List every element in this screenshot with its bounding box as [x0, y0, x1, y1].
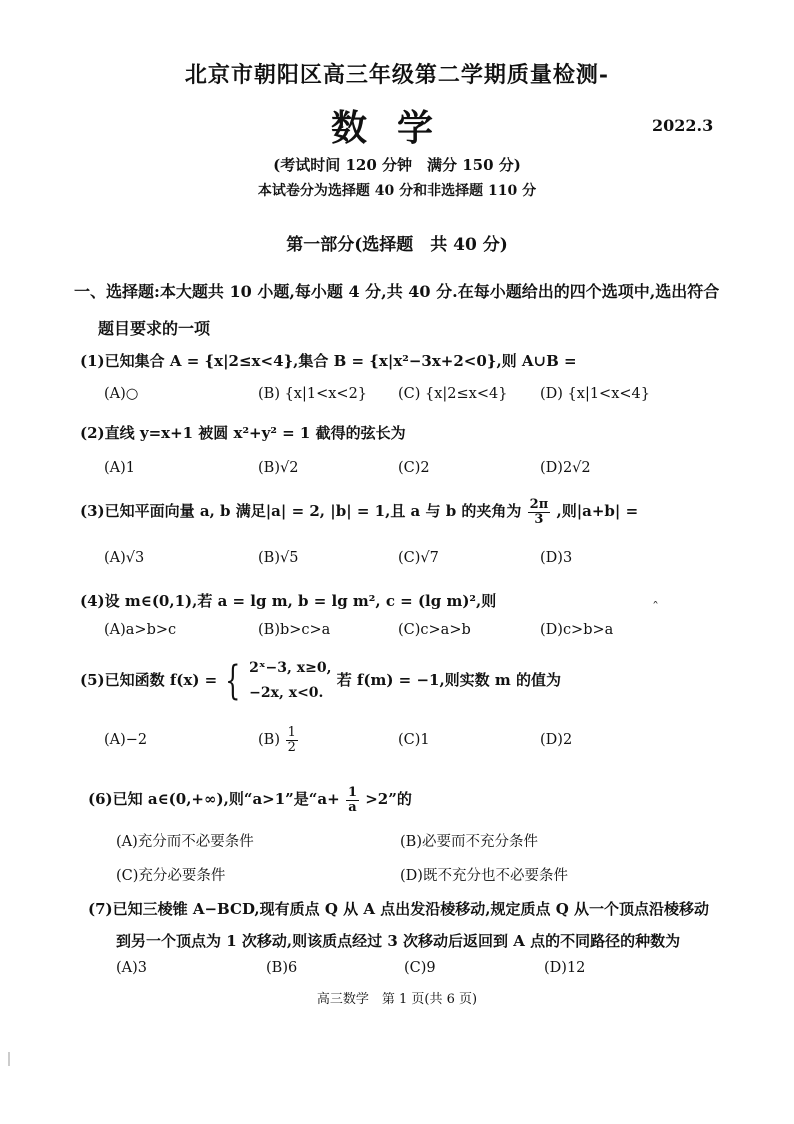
piecewise-case-1: 2ˣ−3, x≥0, — [249, 660, 332, 676]
question-6-stem — [88, 786, 412, 814]
question-5-option-d: (D)2 — [540, 732, 573, 748]
question-1-option-a: (A)○ — [104, 386, 139, 402]
question-6-stem-a: (6)已知 a∈(0,+∞),则“a>1”是“a+ — [88, 790, 340, 809]
question-6-fraction — [346, 786, 359, 814]
question-5-option-a: (A)−2 — [104, 732, 148, 748]
question-4-option-b: (B)b>c>a — [258, 622, 331, 638]
piecewise-case-2: −2x, x<0. — [249, 685, 324, 702]
piecewise-brace-icon: { — [225, 658, 241, 705]
question-5-option-b-label: (B) — [258, 732, 280, 749]
question-5-stem-b: 若 f(m) = −1,则实数 m 的值为 — [336, 671, 562, 690]
question-2-option-c: (C)2 — [398, 460, 430, 476]
question-4-option-a: (A)a>b>c — [104, 622, 177, 638]
question-2-option-d: (D)2√2 — [540, 460, 591, 476]
question-7-option-b: (B)6 — [266, 960, 298, 976]
question-3-stem — [80, 498, 638, 526]
score-note: 本试卷分为选择题 40 分和非选择题 110 分 — [257, 183, 537, 199]
question-5-option-c: (C)1 — [398, 732, 430, 748]
question-3-option-a: (A)√3 — [104, 550, 145, 566]
question-7-option-a: (A)3 — [116, 960, 148, 976]
question-2-option-a: (A)1 — [104, 460, 136, 476]
section-instructions-line2: 题目要求的一项 — [98, 319, 211, 338]
question-3-option-c: (C)√7 — [398, 550, 439, 566]
page-footer: 高三数学 第 1 页(共 6 页) — [316, 992, 478, 1007]
section-instructions-line1: 一、选择题:本大题共 10 小题,每小题 4 分,共 40 分.在每小题给出的四个选项中,选出符合 — [74, 282, 720, 301]
question-7-option-c: (C)9 — [404, 960, 436, 976]
question-2-stem: (2)直线 y=x+1 被圆 x²+y² = 1 截得的弦长为 — [80, 424, 406, 442]
question-3-option-d: (D)3 — [540, 550, 573, 566]
question-2-option-b: (B)√2 — [258, 460, 299, 476]
question-6-option-c: (C)充分必要条件 — [116, 868, 226, 884]
question-3-angle-fraction — [528, 498, 551, 526]
margin-mark — [8, 1052, 10, 1066]
question-4-option-d: (D)c>b>a — [540, 622, 614, 638]
question-1-stem: (1)已知集合 A = {x|2≤x<4},集合 B = {x|x²−3x+2<0},则 A∪B = — [80, 352, 577, 370]
question-6-option-a: (A)充分而不必要条件 — [116, 834, 254, 850]
fraction-numerator: 2π — [529, 497, 549, 512]
question-5-stem-a: (5)已知函数 f(x) = — [80, 671, 218, 690]
fraction-denominator: 3 — [534, 511, 544, 527]
subject-title: 数学 — [330, 107, 463, 149]
exam-title: 北京市朝阳区高三年级第二学期质量检测- — [184, 62, 610, 88]
fraction-numerator: 1 — [347, 785, 357, 800]
fraction-numerator: 1 — [287, 725, 296, 740]
question-7-line1: (7)已知三棱锥 A−BCD,现有质点 Q 从 A 点出发沿棱移动,规定质点 Q 从一个顶点沿棱移动 — [88, 900, 709, 918]
fraction-denominator: a — [348, 799, 357, 815]
question-6-option-d: (D)既不充分也不必要条件 — [400, 868, 568, 884]
question-5-stem — [80, 656, 561, 706]
question-5-option-b — [258, 726, 299, 754]
exam-date: 2022.3 — [652, 116, 714, 135]
question-1-option-d: (D) {x|1<x<4} — [540, 386, 650, 402]
fraction-denominator: 2 — [287, 739, 296, 755]
question-6-option-b: (B)必要而不充分条件 — [400, 834, 538, 850]
question-7-line2: 到另一个顶点为 1 次移动,则该质点经过 3 次移动后返回到 A 点的不同路径的种数为 — [116, 932, 681, 950]
question-4-option-c: (C)c>a>b — [398, 622, 471, 638]
question-3-option-b: (B)√5 — [258, 550, 299, 566]
question-3-stem-a: (3)已知平面向量 a, b 满足|a| = 2, |b| = 1,且 a 与 b 的夹角为 — [80, 502, 522, 521]
question-7-option-d: (D)12 — [544, 960, 586, 976]
piecewise-cases — [249, 656, 331, 706]
question-1-option-b: (B) {x|1<x<2} — [258, 386, 368, 402]
part-heading: 第一部分(选择题 共 40 分) — [286, 235, 508, 255]
exam-time-note: (考试时间 120 分钟 满分 150 分) — [273, 156, 521, 174]
question-1-option-c: (C) {x|2≤x<4} — [398, 386, 508, 402]
question-6-stem-b: >2”的 — [365, 790, 412, 809]
stray-mark-icon: ˆ — [652, 600, 659, 616]
question-3-stem-b: ,则|a+b| = — [556, 502, 639, 521]
question-4-stem: (4)设 m∈(0,1),若 a = lg m, b = lg m², c = (lg m)²,则 — [80, 592, 497, 610]
question-5-option-b-fraction — [286, 726, 298, 754]
